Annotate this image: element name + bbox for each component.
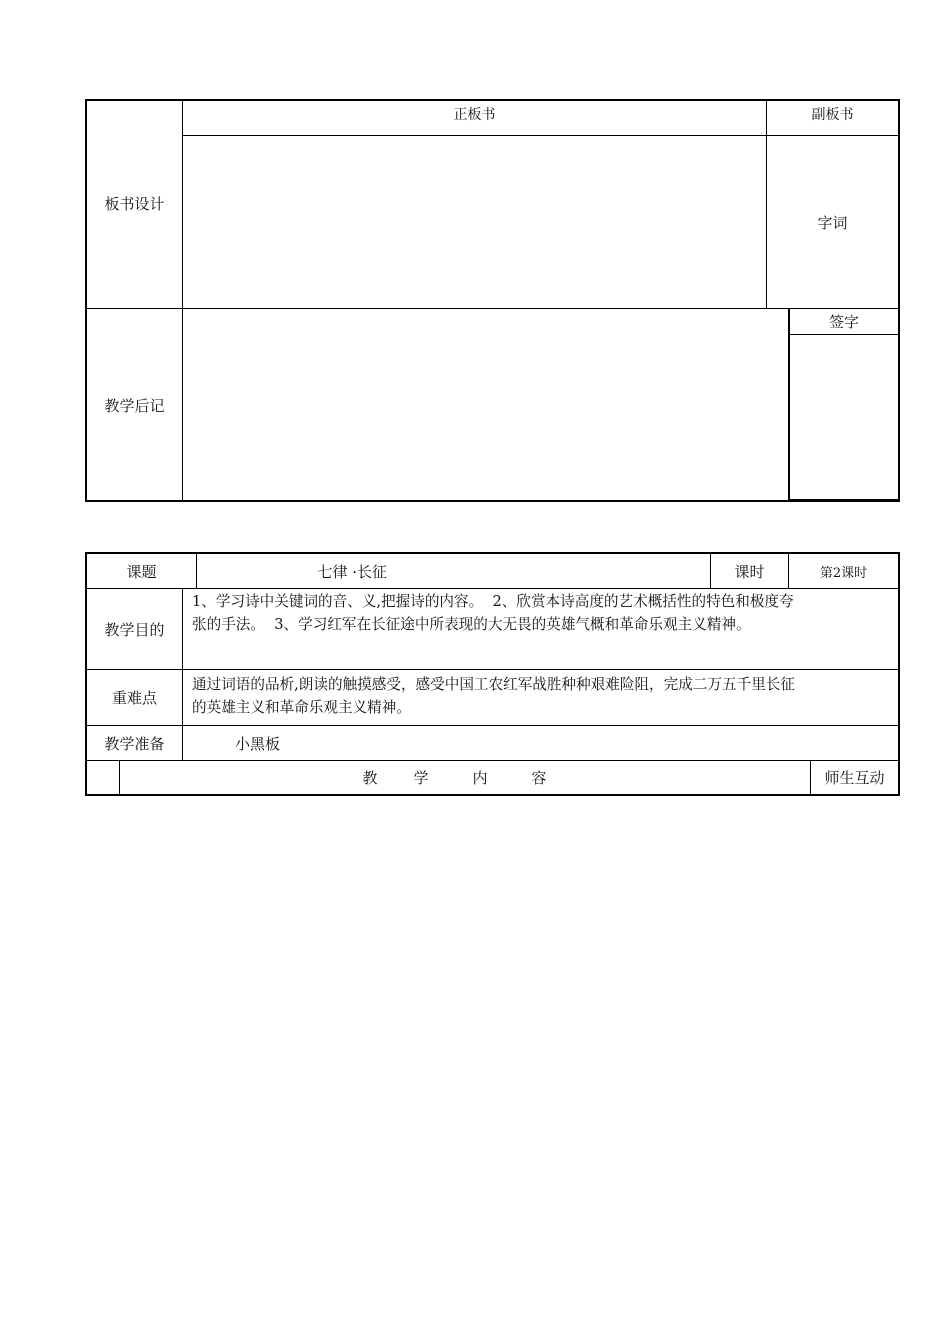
objectives-text bbox=[192, 590, 892, 636]
content-char-2: 学 bbox=[413, 769, 429, 787]
main-board-area[interactable] bbox=[183, 136, 766, 308]
key-points-label: 重难点 bbox=[111, 689, 157, 707]
postscript-area[interactable] bbox=[183, 309, 788, 501]
topic-label: 课题 bbox=[126, 562, 157, 581]
col-divider-labels bbox=[182, 588, 183, 761]
postscript-label: 教学后记 bbox=[104, 396, 165, 415]
preparation-label: 教学准备 bbox=[104, 734, 165, 753]
side-board-content: 字词 bbox=[817, 213, 848, 232]
preparation-value: 小黑板 bbox=[235, 734, 281, 753]
interaction-label: 师生互动 bbox=[824, 769, 885, 787]
key-points-line-1: 通过词语的品析,朗读的触摸感受，感受中国工农红军战胜种种艰难险阻，完成二万五千里长征 bbox=[192, 676, 795, 693]
signature-area[interactable] bbox=[790, 335, 898, 499]
row-divider-key-points bbox=[85, 725, 900, 726]
topic-value: 七律 ·长征 bbox=[317, 562, 387, 581]
period-label: 课时 bbox=[734, 562, 765, 581]
key-points-line-2: 的英雄主义和革命乐观主义精神。 bbox=[192, 699, 411, 716]
content-char-1: 教 bbox=[362, 769, 378, 787]
board-design-label: 板书设计 bbox=[104, 195, 165, 213]
row-index-cell bbox=[87, 761, 119, 794]
row-divider-objectives bbox=[85, 669, 900, 670]
row-divider-topic bbox=[85, 588, 900, 589]
key-points-text bbox=[192, 673, 892, 719]
main-board-header: 正板书 bbox=[453, 106, 496, 123]
row-divider-preparation bbox=[85, 760, 900, 761]
objectives-line-1: 1、学习诗中关键词的音、义,把握诗的内容。 2、欣赏本诗高度的艺术概括性的特色和极度夸 bbox=[192, 593, 794, 610]
col-divider-index bbox=[119, 760, 120, 796]
content-char-4: 容 bbox=[531, 769, 547, 787]
side-board-header: 副板书 bbox=[811, 106, 854, 123]
content-char-3: 内 bbox=[472, 769, 488, 787]
signature-label: 签字 bbox=[828, 313, 859, 331]
objectives-line-2: 张的手法。 3、学习红军在长征途中所表现的大无畏的英雄气概和革命乐观主义精神。 bbox=[192, 616, 751, 633]
period-value: 第2课时 bbox=[819, 565, 868, 581]
signature-box-bottom-border bbox=[788, 499, 900, 501]
objectives-label: 教学目的 bbox=[104, 620, 165, 639]
